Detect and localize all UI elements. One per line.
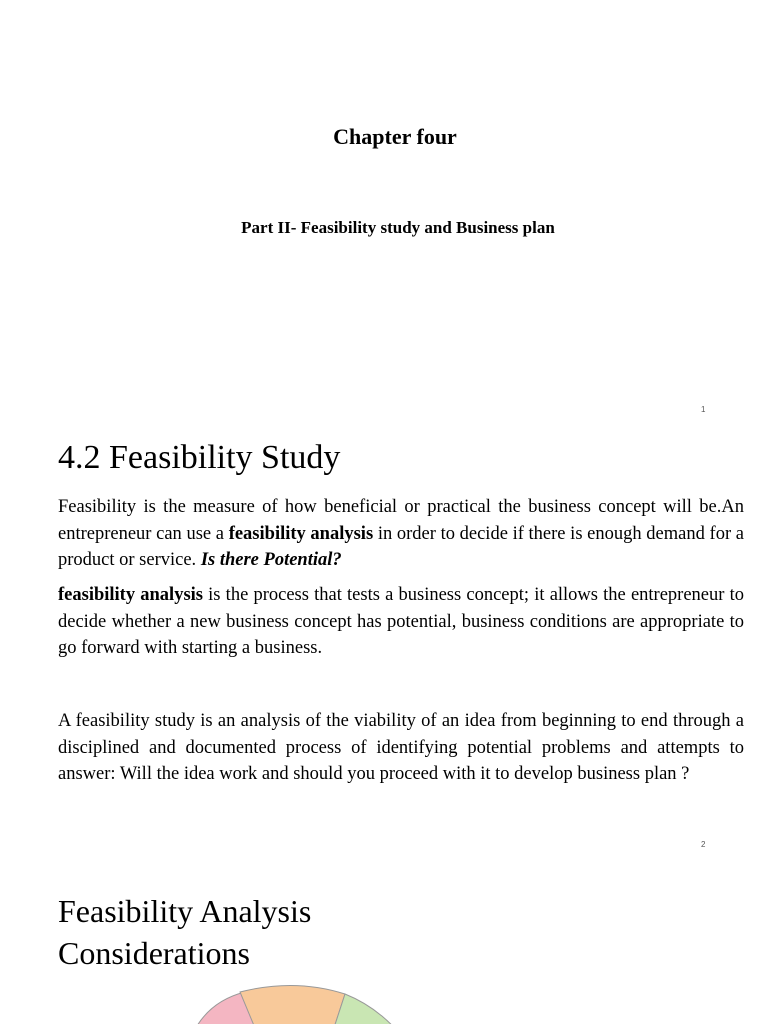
paragraph-study: A feasibility study is an analysis of the viability of an idea from beginning to end through a disciplined and documented process of identifying potential problems and attempts to answer: Will the idea work and should you proceed with it to develop business plan ? bbox=[58, 711, 744, 784]
page-number: 2 bbox=[701, 840, 706, 849]
chapter-title: Chapter four bbox=[333, 124, 457, 149]
bold-term: feasibility analysis bbox=[58, 585, 203, 605]
text-run: Feasibility is the measure of how beneficial or practical the business concept will be.An entrepreneur can use a bbox=[58, 497, 744, 544]
wheel-segment bbox=[240, 985, 345, 1024]
slide-1 bbox=[0, 0, 768, 420]
considerations-wheel bbox=[180, 980, 420, 1024]
section-heading bbox=[58, 890, 311, 974]
paragraph-analysis bbox=[58, 582, 744, 662]
text-run: in order to decide if there is enough demand for a product or service. bbox=[58, 523, 744, 570]
heading-line: Feasibility Analysis bbox=[58, 893, 312, 929]
italic-question: Is there Potential? bbox=[200, 550, 342, 570]
page-number: 1 bbox=[701, 405, 706, 414]
slide-2 bbox=[0, 420, 768, 860]
section-heading: 4.2 Feasibility Study bbox=[58, 439, 341, 476]
paragraph-definition bbox=[58, 494, 744, 574]
chapter-subtitle: Part II- Feasibility study and Business plan bbox=[241, 218, 555, 237]
text-run: is the process that tests a business concept; it allows the entrepreneur to decide whether a new business concept has potential, business conditions are appropriate to go forward with starting a business. bbox=[58, 585, 744, 658]
heading-line: Considerations bbox=[58, 935, 250, 971]
slide-3 bbox=[0, 860, 768, 1024]
bold-term: feasibility analysis bbox=[228, 523, 374, 544]
